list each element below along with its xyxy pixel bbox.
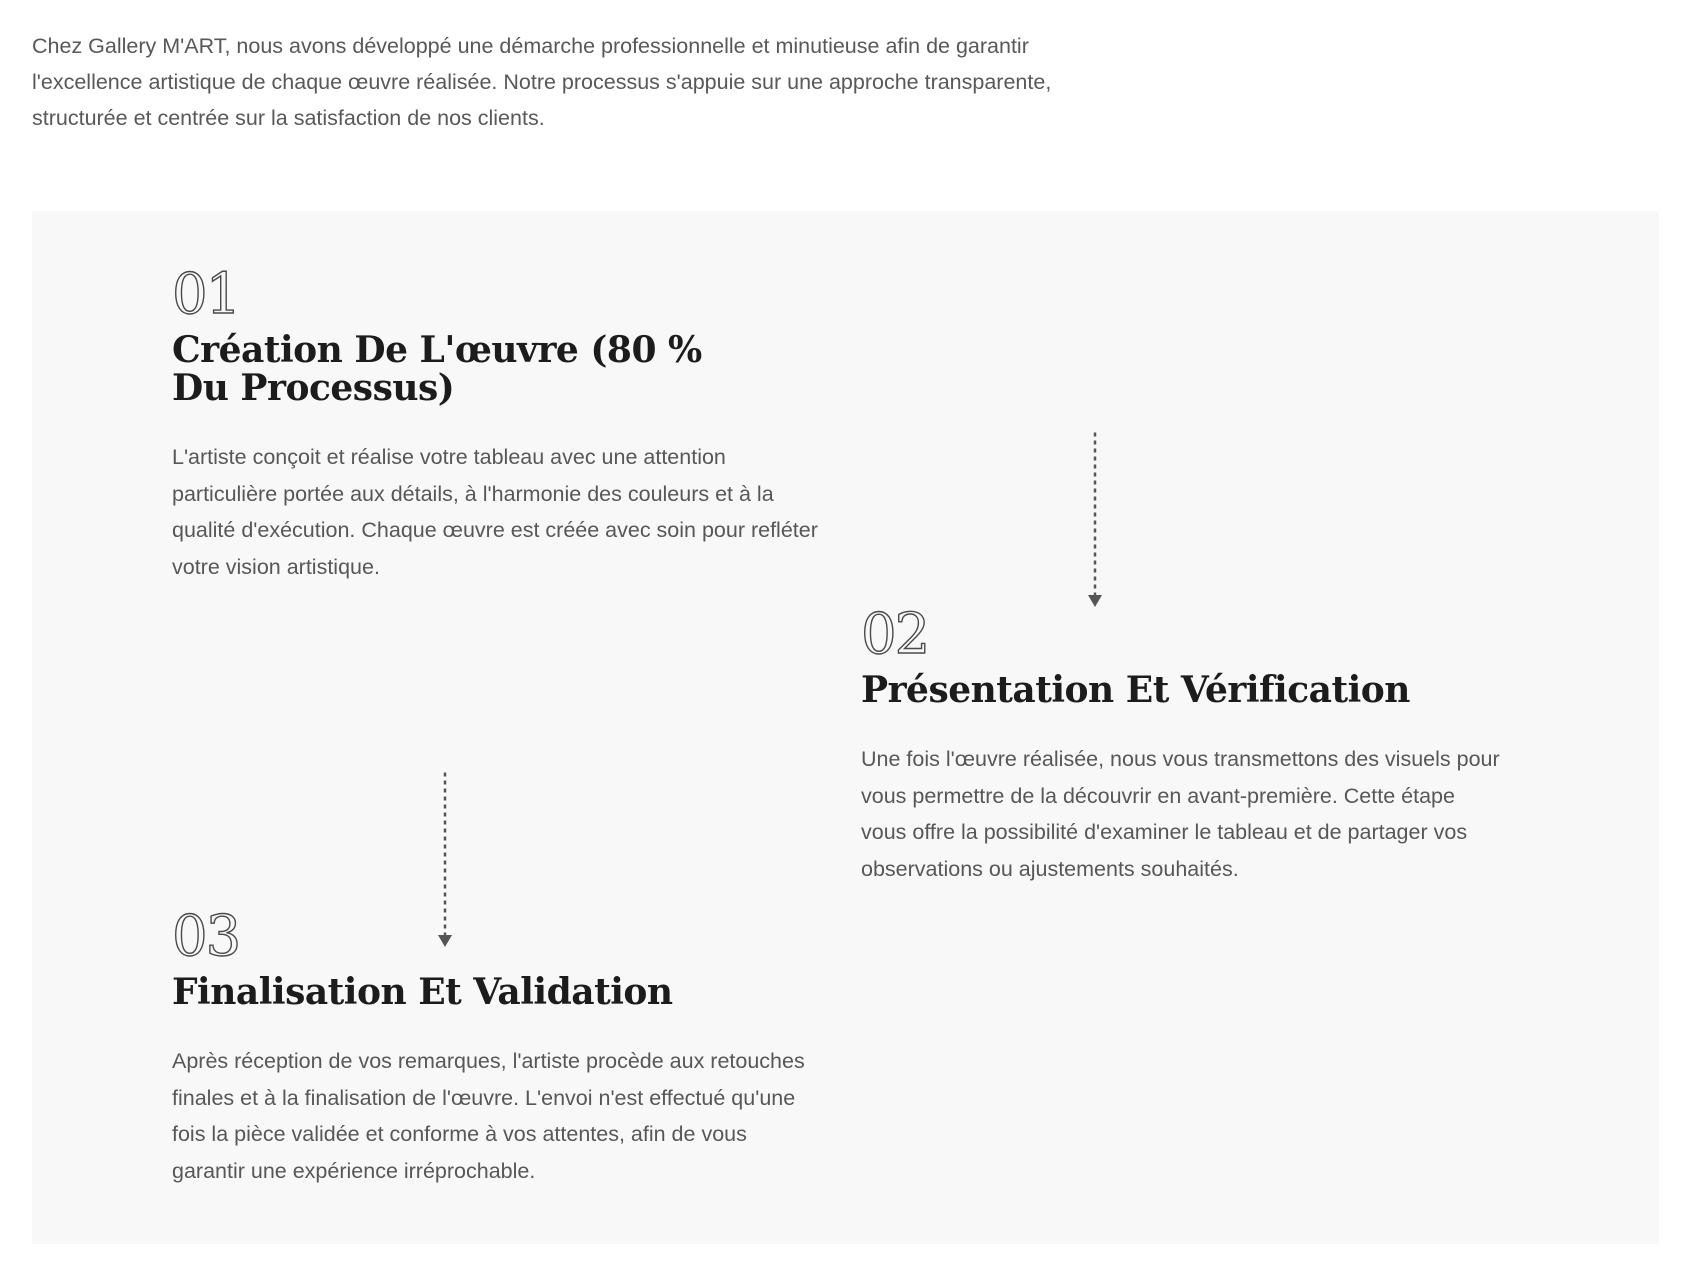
intro-paragraph: Chez Gallery M'ART, nous avons développé une démarche professionnelle et minutieuse afin de garantir l'excellence artistique de chaque œuvre réalisée. Notre processus s'appuie sur une approche transparente, structurée et centrée sur la satisfaction de nos clients. [32, 34, 1052, 130]
step-description: L'artiste conçoit et réalise votre tableau avec une attention particulière portée aux détails, à l'harmonie des couleurs et à la qualité d'exécution. Chaque œuvre est créée avec soin pour refléter votre vision artistique. [172, 445, 818, 579]
process-panel [32, 211, 1659, 1244]
step-title: Finalisation Et Validation [172, 971, 673, 1013]
step-title: Présentation Et Vérification [861, 669, 1410, 711]
dotted-arrow-down-icon [927, 431, 1137, 616]
step-description: Une fois l'œuvre réalisée, nous vous transmettons des visuels pour vous permettre de la découvrir en avant-première. Cette étape vous offre la possibilité d'examiner le tableau et de partager vos observations ou ajustements souhaités. [861, 747, 1500, 881]
process-step-1 [172, 262, 832, 585]
process-step-3 [172, 904, 832, 1189]
step-title: Création De L'œuvre (80 % Du Processus) [172, 329, 702, 409]
process-step-2 [861, 602, 1521, 887]
step-number: 03 [172, 904, 240, 969]
step-number: 01 [172, 262, 240, 327]
step-number: 02 [861, 602, 929, 667]
step-description: Après réception de vos remarques, l'artiste procède aux retouches finales et à la finalisation de l'œuvre. L'envoi n'est effectué qu'une fois la pièce validée et conforme à vos attentes, afin de vous garantir une expérience irréprochable. [172, 1049, 805, 1183]
